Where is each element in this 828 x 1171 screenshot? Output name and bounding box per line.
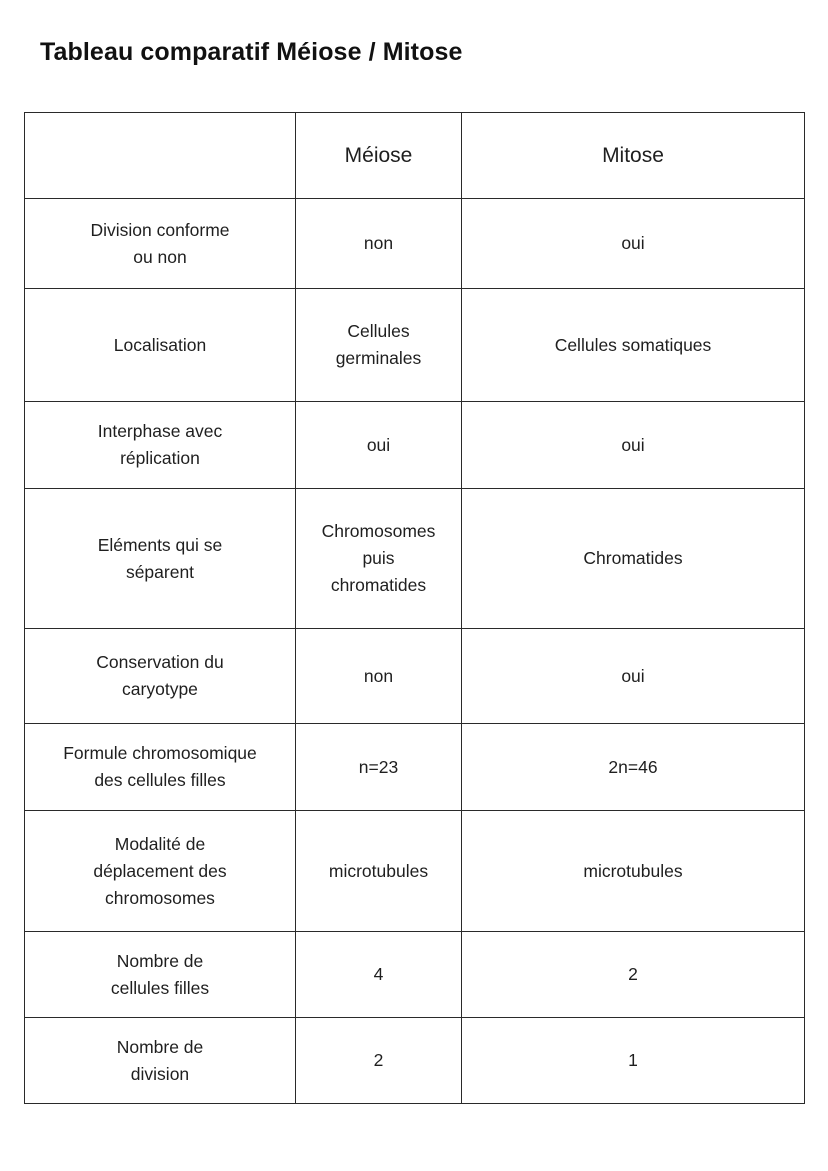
row-meiose-value: n=23 [296,724,462,811]
row-criterion: Division conforme ou non [25,199,296,289]
header-meiose: Méiose [296,113,462,199]
row-criterion: Conservation du caryotype [25,629,296,724]
comparison-table [24,112,805,1104]
row-mitose-value: oui [462,199,805,289]
row-meiose-value: non [296,199,462,289]
table-header-row [25,113,805,199]
row-meiose-value: Chromosomes puis chromatides [296,489,462,629]
table-row [25,811,805,932]
page-title: Tableau comparatif Méiose / Mitose [40,38,463,66]
row-meiose-value: non [296,629,462,724]
table-row [25,629,805,724]
row-mitose-value: 2 [462,932,805,1018]
header-mitose: Mitose [462,113,805,199]
row-meiose-value: 2 [296,1018,462,1104]
row-meiose-value: oui [296,402,462,489]
row-mitose-value: oui [462,629,805,724]
row-criterion: Modalité de déplacement des chromosomes [25,811,296,932]
table-row [25,724,805,811]
row-mitose-value: microtubules [462,811,805,932]
row-criterion: Nombre de cellules filles [25,932,296,1018]
row-mitose-value: Cellules somatiques [462,289,805,402]
row-criterion: Interphase avec réplication [25,402,296,489]
row-meiose-value: 4 [296,932,462,1018]
row-mitose-value: 1 [462,1018,805,1104]
row-criterion: Localisation [25,289,296,402]
table-row [25,932,805,1018]
table-row [25,289,805,402]
row-criterion: Eléments qui se séparent [25,489,296,629]
row-mitose-value: 2n=46 [462,724,805,811]
row-mitose-value: Chromatides [462,489,805,629]
table-row [25,402,805,489]
row-meiose-value: microtubules [296,811,462,932]
row-meiose-value: Cellules germinales [296,289,462,402]
table-row [25,1018,805,1104]
table-row [25,199,805,289]
row-criterion: Nombre de division [25,1018,296,1104]
table-row [25,489,805,629]
row-mitose-value: oui [462,402,805,489]
row-criterion: Formule chromosomique des cellules filles [25,724,296,811]
header-empty-cell [25,113,296,199]
